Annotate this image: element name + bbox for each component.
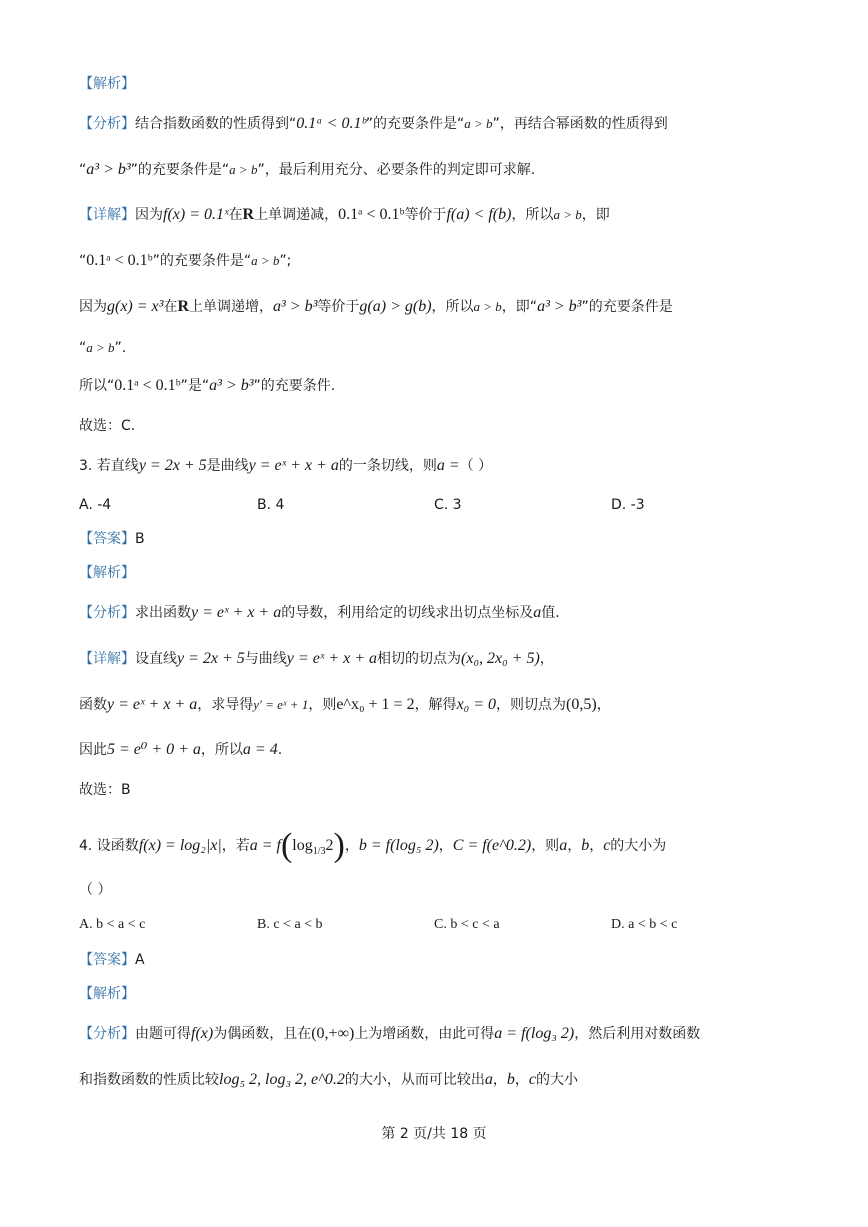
text: ，则	[308, 697, 337, 713]
math-expr: a = f	[249, 837, 281, 854]
text: ，所以	[511, 207, 554, 223]
q2-detail-line4	[79, 338, 126, 358]
fenxi-tag: 【分析】	[79, 1026, 135, 1042]
math-expr: a > b	[229, 162, 258, 177]
math-expr: C = f(e^0.2)	[452, 837, 532, 854]
math-expr: a > b	[553, 207, 582, 222]
math-expr: g(x) = x³	[107, 298, 164, 315]
math-expr: R	[242, 206, 255, 223]
q4-fenxi-line2	[79, 1070, 578, 1090]
text: 的大小，从而可比较出	[344, 1072, 485, 1088]
math-var: b	[506, 1071, 515, 1088]
q3-answer	[79, 529, 145, 549]
text: 是曲线	[206, 458, 249, 474]
math-var: a	[484, 1071, 493, 1088]
answer-value: A	[135, 952, 145, 968]
math-expr: y′ = eˣ + 1	[253, 697, 309, 712]
text: 4. 设函数	[79, 838, 139, 854]
q3-option-a: A. -4	[79, 497, 112, 513]
math-expr: 5 = e⁰ + 0 + a	[107, 741, 201, 758]
q4-answer	[79, 950, 145, 970]
math-expr: a = f(log₃ 2)	[494, 1025, 575, 1042]
text: 3. 若直线	[79, 458, 139, 474]
text: 的大小	[535, 1072, 578, 1088]
q3-detail-line3	[79, 740, 282, 760]
math-expr: a³ > b³	[273, 298, 318, 315]
q2-fenxi-line1	[79, 114, 668, 134]
text: 求出函数	[135, 605, 191, 621]
page-footer: 第 2 页/共 18 页	[381, 1126, 487, 1142]
text: 的导数，利用给定的切线求出切点坐标及	[281, 605, 534, 621]
text: “	[79, 162, 87, 178]
text: 因为	[79, 299, 107, 315]
text: ”，再结合幂函数的性质得到	[492, 116, 668, 132]
text: ，即	[581, 207, 610, 223]
math-var: a	[559, 837, 568, 854]
math-var: b	[581, 837, 590, 854]
math-expr: y = eˣ + x + a	[107, 696, 198, 713]
text: 等价于	[404, 207, 447, 223]
text: ”;	[279, 253, 292, 269]
text: 的一条切线，则	[338, 458, 437, 474]
text: 和指数函数的性质比较	[79, 1072, 219, 1088]
text: ，然后利用对数函数	[574, 1026, 701, 1042]
text: ，	[492, 1072, 507, 1088]
q3-option-c: C. 3	[434, 497, 462, 513]
detail-tag: 【详解】	[79, 651, 135, 667]
q3-detail-line1	[79, 649, 554, 669]
math-expr: y = eˣ + x + a	[191, 604, 282, 621]
text: ，	[514, 1072, 529, 1088]
q2-detail-line3	[79, 297, 673, 317]
right-paren: )	[333, 827, 345, 864]
math-expr: a = 4	[242, 741, 278, 758]
q3-option-b: B. 4	[257, 497, 285, 513]
math-expr: a³ > b³	[209, 377, 254, 394]
q4-paren	[79, 880, 111, 900]
fenxi-tag: 【分析】	[79, 605, 135, 621]
q3-stem	[79, 456, 492, 476]
text: 所以“	[79, 378, 115, 394]
text: ”的充要条件.	[253, 378, 336, 394]
math-expr: f(x) = 0.1ˣ	[163, 206, 229, 223]
text: 值.	[541, 605, 560, 621]
math-expr: y = 2x + 5	[138, 457, 207, 474]
left-paren: (	[280, 827, 293, 864]
fenxi-tag: 【分析】	[79, 116, 135, 132]
text: ，则切点为	[496, 697, 567, 713]
text: 等价于	[317, 299, 360, 315]
log-argument: 2	[325, 837, 334, 854]
math-expr: e^x₀ + 1 = 2	[336, 696, 415, 713]
q4-option-b: B. c < a < b	[257, 917, 323, 932]
text: 设直线	[135, 651, 177, 667]
text: 故选：B	[79, 782, 131, 798]
text: “	[79, 253, 87, 269]
q3-analysis-heading	[79, 563, 135, 583]
q4-option-c: C. b < c < a	[434, 917, 500, 932]
text: ”的充要条件是	[581, 299, 673, 315]
q3-detail-line2	[79, 695, 611, 715]
text: ”的充要条件是“	[365, 116, 465, 132]
q3-option-d: D. -3	[611, 497, 645, 513]
text: ，所以	[431, 299, 474, 315]
text: ，	[344, 838, 359, 854]
q4-fenxi-line1	[79, 1024, 700, 1044]
math-expr: a > b	[473, 299, 502, 314]
math-expr: a³ > b³	[86, 161, 131, 178]
text: 为偶函数，且在	[213, 1026, 312, 1042]
text: 上单调递增，	[189, 299, 274, 315]
q2-choice	[79, 416, 135, 436]
q2-detail-line5	[79, 376, 335, 396]
math-expr: a > b	[464, 116, 493, 131]
math-expr: a > b	[86, 340, 115, 355]
text: 上单调递减，	[254, 207, 339, 223]
text: ，求导得	[197, 697, 254, 713]
q2-fenxi-line2	[79, 160, 535, 180]
text: ，即“	[501, 299, 538, 315]
math-expr: a³ > b³	[537, 298, 582, 315]
math-expr: x₀ = 0	[456, 696, 497, 713]
math-expr: y = eˣ + x + a	[286, 650, 378, 667]
text: 相切的切点为	[377, 651, 462, 667]
text: ，解得	[414, 697, 457, 713]
text: .	[277, 742, 283, 758]
q3-fenxi	[79, 603, 560, 623]
text: ”是“	[180, 378, 210, 394]
text: ，	[438, 838, 453, 854]
math-expr: (0,+∞)	[311, 1025, 355, 1042]
math-expr: 0.1ᵃ < 0.1ᵇ	[114, 377, 181, 394]
text: 函数	[79, 697, 107, 713]
answer-tag: 【答案】	[79, 531, 135, 547]
text: 与曲线	[244, 651, 287, 667]
math-expr: a	[533, 604, 542, 621]
text: （ ）	[79, 882, 112, 898]
text: ，	[539, 651, 554, 667]
text: 结合指数函数的性质得到“	[135, 116, 297, 132]
analysis-tag: 【解析】	[79, 986, 135, 1002]
math-var: c	[528, 1071, 536, 1088]
text: ”，最后利用充分、必要条件的判定即可求解.	[257, 162, 536, 178]
q2-detail-line1	[79, 205, 610, 225]
math-expr: g(a) > g(b)	[359, 298, 432, 315]
q3-choice	[79, 780, 131, 800]
text: ，则	[531, 838, 560, 854]
text: 在	[228, 207, 243, 223]
text: ，	[567, 838, 582, 854]
text: “	[79, 340, 87, 356]
math-expr: f(a) < f(b)	[446, 206, 512, 223]
text: ，所以	[200, 742, 243, 758]
math-expr: 0.1ᵃ < 0.1ᵇ	[296, 115, 366, 132]
text: ，	[596, 697, 611, 713]
math-expr: a > b	[251, 253, 280, 268]
analysis-tag: 【解析】	[79, 565, 135, 581]
analysis-heading	[79, 74, 135, 94]
text: ，若	[221, 838, 250, 854]
text: 上为增函数，由此可得	[354, 1026, 495, 1042]
text: ”.	[114, 340, 127, 356]
text: ，	[589, 838, 604, 854]
math-expr: R	[177, 298, 190, 315]
math-expr: 0.1ᵃ < 0.1ᵇ	[338, 206, 405, 223]
q4-analysis-heading	[79, 984, 135, 1004]
math-expr: y = 2x + 5	[177, 650, 245, 667]
text: （ ）	[459, 458, 493, 474]
analysis-tag: 【解析】	[79, 76, 135, 92]
math-expr: (x₀, 2x₀ + 5)	[461, 650, 540, 667]
math-expr: log₅ 2, log₃ 2, e^0.2	[219, 1071, 345, 1088]
math-expr: 0.1ᵃ < 0.1ᵇ	[86, 252, 153, 269]
text: 在	[163, 299, 178, 315]
text: 因此	[79, 742, 107, 758]
log-base: 1/3	[312, 845, 326, 857]
q2-detail-line2	[79, 251, 291, 271]
text: ”的充要条件是“	[152, 253, 252, 269]
answer-tag: 【答案】	[79, 952, 135, 968]
text: 故选：C.	[79, 418, 136, 434]
text: 因为	[135, 207, 163, 223]
text: ”的充要条件是“	[130, 162, 230, 178]
q4-option-d: D. a < b < c	[611, 917, 678, 932]
text: 由题可得	[135, 1026, 191, 1042]
answer-value: B	[135, 531, 145, 547]
q4-option-a: A. b < a < c	[79, 917, 146, 932]
q4-stem	[79, 827, 667, 864]
log-function: log	[292, 837, 313, 854]
math-expr: (0,5)	[566, 696, 597, 713]
math-expr: f(x)	[191, 1025, 214, 1042]
math-expr: y = eˣ + x + a	[248, 457, 339, 474]
text: 的大小为	[610, 838, 667, 854]
math-var: c	[603, 837, 611, 854]
math-expr: b = f(log₅ 2)	[358, 837, 439, 854]
math-expr: a =	[436, 457, 460, 474]
detail-tag: 【详解】	[79, 207, 135, 223]
math-expr: f(x) = log₂|x|	[138, 837, 222, 854]
